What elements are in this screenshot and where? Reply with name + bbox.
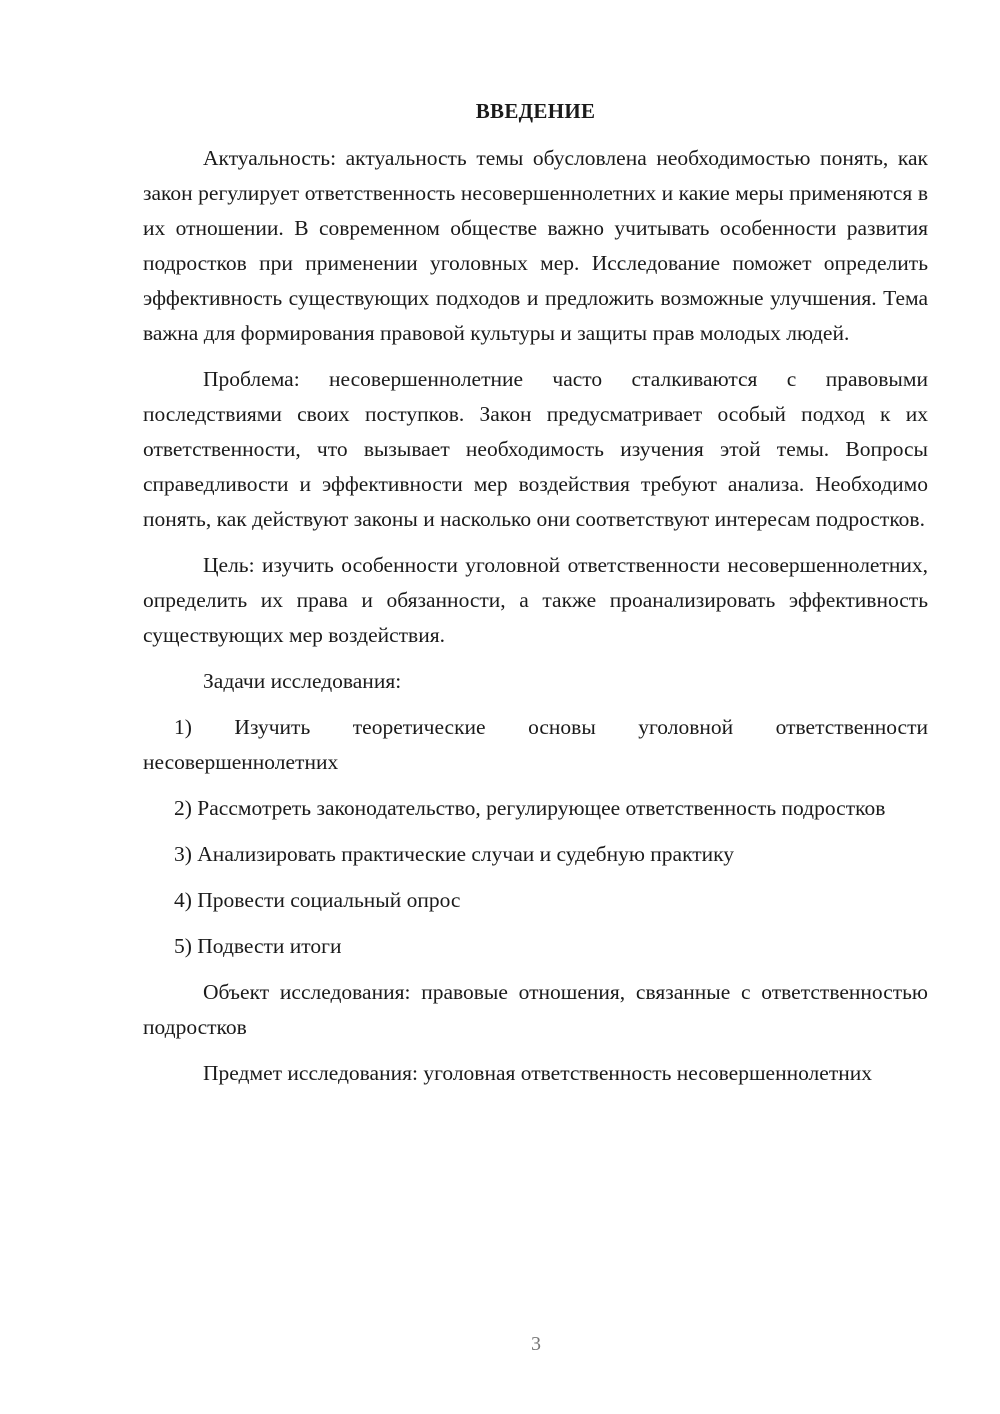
list-item: 2) Рассмотреть законодательство, регулирующее ответственность подростков — [174, 796, 886, 820]
tasks-heading: Задачи исследования: — [203, 669, 402, 693]
list-item: 3) Анализировать практические случаи и судебную практику — [174, 842, 735, 866]
page-number: 3 — [531, 1333, 541, 1355]
section-title: ВВЕДЕНИЕ — [475, 99, 596, 123]
paragraph-object: Объект исследования: правовые отношения, связанные с ответственностью подростков — [143, 980, 928, 1039]
list-item: 5) Подвести итоги — [174, 934, 342, 958]
paragraph-goal: Цель: изучить особенности уголовной ответственности несовершеннолетних, определить их права и обязанности, а также проанализировать эффективность существующих мер воздействия. — [143, 553, 928, 647]
paragraph-relevance: Актуальность: актуальность темы обусловлена необходимостью понять, как закон регулирует ответственность несовершеннолетних и какие меры применяются в их отношении. В современном обществе важно учитывать особенности развития подростков при применении уголовных мер. Исследование поможет определить эффективность существующих подходов и предложить возможные улучшения. Тема важна для формирования правовой культуры и защиты прав молодых людей. — [143, 146, 928, 345]
list-item: 1) Изучить теоретические основы уголовной ответственности несовершеннолетних — [143, 715, 928, 774]
list-item: 4) Провести социальный опрос — [174, 888, 461, 912]
paragraph-problem: Проблема: несовершеннолетние часто сталкиваются с правовыми последствиями своих поступков. Закон предусматривает особый подход к их ответственности, что вызывает необходимость изучения этой темы. Вопросы справедливости и эффективности мер воздействия требуют анализа. Необходимо понять, как действуют законы и насколько они соответствуют интересам подростков. — [143, 367, 928, 531]
paragraph-subject: Предмет исследования: уголовная ответственность несовершеннолетних — [203, 1061, 872, 1085]
page-content — [143, 94, 928, 1102]
